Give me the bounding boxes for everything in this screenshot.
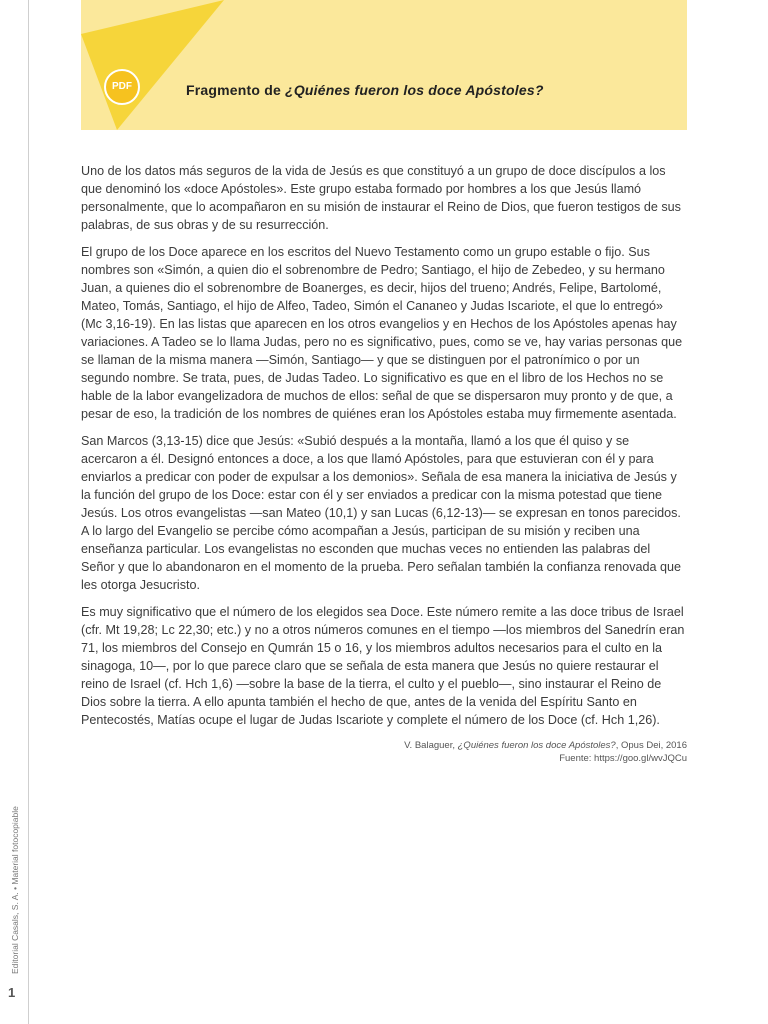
- citation-author: V. Balaguer,: [404, 740, 458, 751]
- title-banner: [81, 0, 687, 130]
- citation-line: [404, 739, 687, 752]
- paragraph: El grupo de los Doce aparece en los escritos del Nuevo Testamento como un grupo estable o fijo. Sus nombres son «Simón, a quien dio el sobrenombre de Pedro; Santiago, el hijo de Zebedeo, y su hermano Juan, a quienes dio el sobrenombre de Boanerges, es decir, hijos del trueno; Andrés, Felipe, Bartolomé, Mateo, Tomás, Santiago, el hijo de Alfeo, Tadeo, Simón el Cananeo y Judas Iscariote, el que lo entregó» (Mc 3,16-19). En las listas que aparecen en los otros evangelios y en Hechos de los Apóstoles apenas hay variaciones. A Tadeo se lo llama Judas, pero no es significativo, pues, como se ve, hay varias personas que se llaman de la misma manera —Simón, Santiago— y que se distinguen por el patronímico o por un segundo nombre. Se trata, pues, de Judas Tadeo. Lo significativo es que en el libro de los Hechos no se hable de la labor evangelizadora de muchos de ellos: señal de que se dispersaron muy pronto y de que, a pesar de eso, la tradición de los nombres de quiénes eran los Apóstoles estaba muy firmemente asentada.: [81, 245, 683, 421]
- margin-rule: [28, 0, 29, 1024]
- paragraph: Uno de los datos más seguros de la vida de Jesús es que constituyó a un grupo de doce discípulos a los que denominó los «doce Apóstoles». Este grupo estaba formado por hombres a los que Jesús llamó personalmente, que lo acompañaron en su misión de instaurar el Reino de Dios, que fueron testigos de sus palabras, de sus obras y de su resurrección.: [81, 164, 681, 232]
- citation: [404, 739, 687, 765]
- article-body: [81, 162, 685, 738]
- citation-publisher: , Opus Dei, 2016: [615, 740, 687, 751]
- title-book: ¿Quiénes fueron los doce Apóstoles?: [285, 82, 544, 98]
- pdf-icon[interactable]: PDF: [104, 69, 140, 105]
- page-number: 1: [8, 985, 16, 1000]
- decorative-triangle: [81, 0, 687, 130]
- page-title: [186, 82, 544, 98]
- paragraph: San Marcos (3,13-15) dice que Jesús: «Subió después a la montaña, llamó a los que él quiso y se acercaron a él. Designó entonces a doce, a los que llamó Apóstoles, para que estuvieran con él y para enviarlos a predicar con poder de expulsar a los demonios». Señala de esa manera la iniciativa de Jesús y la función del grupo de los Doce: estar con él y ser enviados a predicar con la misma potestad que tiene Jesús. Los otros evangelistas —san Mateo (10,1) y san Lucas (6,12-13)— se expresan en tonos parecidos. A lo largo del Evangelio se percibe cómo acompañan a Jesús, participan de su misión y reciben una enseñanza particular. Los evangelistas no esconden que muchas veces no entienden las palabras del Señor y que lo abandonaron en el momento de la prueba. Pero señalan también la confianza renovada que les otorga Jesucristo.: [81, 434, 682, 592]
- citation-book: ¿Quiénes fueron los doce Apóstoles?: [457, 740, 616, 751]
- paragraph: Es muy significativo que el número de los elegidos sea Doce. Este número remite a las doce tribus de Israel (cfr. Mt 19,28; Lc 22,30; etc.) y no a otros números comunes en el tiempo —los miembros del Sanedrín eran 71, los miembros del Consejo en Qumrán 15 o 16, y los miembros adultos necesarios para el culto en la sinagoga, 10—, por lo que parece claro que se señala de esta manera que Jesús no quiere restaurar el reino de Israel (cf. Hch 1,6) —sobre la base de la tierra, el culto y el pueblo—, sino instaurar el Reino de Dios sobre la tierra. A ello apunta también el hecho de que, antes de la venida del Espíritu Santo en Pentecostés, Matías ocupe el lugar de Judas Iscariote y complete el número de los Doce (cf. Hch 1,26).: [81, 605, 685, 727]
- citation-source: Fuente: https://goo.gl/wvJQCu: [559, 753, 687, 764]
- publisher-note: Editorial Casals, S. A. • Material fotocopiable: [10, 806, 20, 974]
- margin-note: [0, 774, 20, 974]
- title-prefix: Fragmento de: [186, 82, 286, 98]
